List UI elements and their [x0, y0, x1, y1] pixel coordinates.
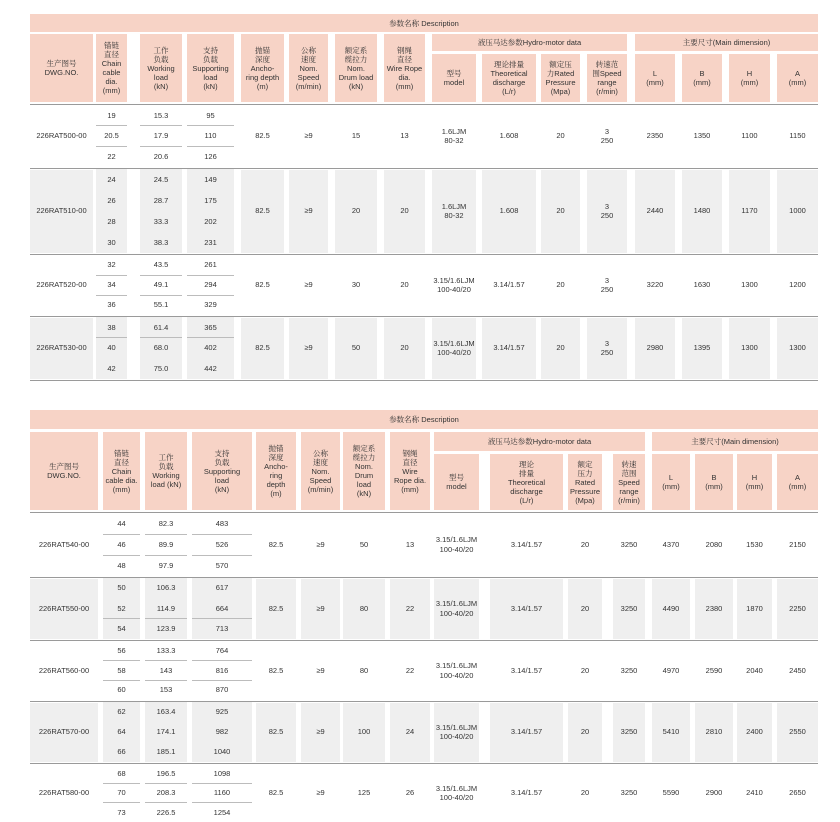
section-divider: [30, 380, 818, 381]
sub-row-cell: 46: [117, 539, 126, 549]
sub-row-cell: 73: [117, 807, 126, 817]
sub-row-cell: 143: [159, 665, 173, 675]
spec-cell: 50: [351, 343, 361, 353]
spec-cell: 1530: [746, 539, 763, 549]
spec-cell: 1150: [789, 131, 806, 141]
dwg-number-cell: 226RAT540-00: [38, 539, 90, 549]
spec-cell: 2900: [705, 788, 723, 798]
spec-cell: 3.15/1.6LJM 100-40/20: [435, 599, 478, 618]
sub-row-cell: 52: [103, 598, 140, 618]
spec-cell: 3 250: [600, 338, 614, 357]
column-header: 额定压 力Rated Pressure (Mpa): [541, 54, 580, 102]
sub-row-cell: 30: [96, 232, 127, 253]
column-header: 转速范 围Speed range (r/min): [587, 54, 627, 102]
sub-row-cell: 664: [192, 598, 252, 618]
spec-cell: 82.5: [255, 131, 270, 141]
spec-cell: 82.5: [268, 665, 284, 675]
spec-cell: 2250: [789, 603, 806, 613]
spec-cell: 24: [405, 727, 415, 737]
spec-cell: 20: [400, 280, 409, 290]
spec-cell: 3250: [620, 788, 638, 798]
sub-row-cell: 43.5: [153, 260, 169, 270]
spec-cell: ≥9: [316, 603, 325, 613]
spec-cell: 125: [357, 788, 371, 798]
sub-row-cell: 185.1: [145, 742, 187, 762]
spec-cell: 3250: [620, 603, 638, 613]
sub-row-cell: 68: [117, 768, 126, 778]
section-divider: [30, 640, 818, 641]
sub-row-cell: 764: [215, 646, 229, 656]
sub-row-cell: 68.0: [140, 338, 182, 359]
section-divider: [30, 316, 818, 317]
sub-row-cell: 196.5: [156, 768, 176, 778]
spec-cell: 82.5: [255, 280, 270, 290]
spec-cell: 2550: [789, 727, 806, 737]
column-header: 工作 负载 Working load (kN): [140, 34, 182, 102]
spec-cell: 26: [405, 788, 415, 798]
spec-cell: 20: [400, 206, 409, 216]
spec-cell: ≥9: [304, 343, 313, 353]
spec-cell: 20: [580, 788, 590, 798]
spec-cell: 80: [359, 603, 369, 613]
sub-row-cell: 22: [107, 151, 116, 161]
spec-cell: 3250: [620, 539, 638, 549]
sub-row-cell: 62: [103, 702, 140, 722]
spec-cell: 3.15/1.6LJM 100-40/20: [435, 722, 478, 741]
spec-cell: 2440: [646, 206, 664, 216]
spec-cell: ≥9: [316, 727, 325, 737]
spec-cell: 3 250: [600, 126, 614, 145]
column-header: L (mm): [652, 454, 690, 510]
sub-row-cell: 175: [187, 190, 234, 211]
sub-row-cell: 48: [117, 560, 126, 570]
spec-cell: 3.14/1.57: [510, 665, 543, 675]
spec-cell: 20: [580, 539, 590, 549]
sub-row-cell: 42: [96, 358, 127, 379]
sub-row-cell: 70: [117, 788, 126, 798]
sub-row-cell: 294: [204, 280, 217, 290]
sub-row-cell: 816: [215, 665, 229, 675]
sub-row-cell: 1040: [192, 742, 252, 762]
spec-cell: 1480: [693, 206, 711, 216]
sub-row-cell: 17.9: [153, 131, 169, 141]
spec-cell: 1300: [741, 343, 758, 353]
spec-cell: 20: [400, 343, 409, 353]
spec-cell: 1000: [789, 206, 806, 216]
sub-row-cell: 329: [204, 300, 217, 310]
sub-row-cell: 870: [215, 685, 229, 695]
spec-cell: 82.5: [268, 727, 284, 737]
table-title: 参数名称 Description: [30, 410, 818, 429]
spec-cell: 82.5: [268, 603, 284, 613]
spec-cell: 80: [359, 665, 369, 675]
sub-row-cell: 402: [187, 338, 234, 359]
spec-cell: 3250: [620, 727, 638, 737]
spec-cell: 3.14/1.57: [510, 727, 543, 737]
sub-row-cell: 50: [103, 578, 140, 598]
table-title: 参数名称 Description: [30, 14, 818, 32]
sub-row-cell: 925: [192, 702, 252, 722]
column-header: B (mm): [682, 54, 722, 102]
sub-row-cell: 89.9: [158, 539, 174, 549]
spec-cell: 20: [351, 206, 361, 216]
sub-row-cell: 365: [187, 317, 234, 338]
column-header: 额定系 缆拉力 Nom. Drum load (kN): [335, 34, 377, 102]
sub-row-cell: 97.9: [158, 560, 174, 570]
spec-cell: 3.14/1.57: [510, 788, 543, 798]
column-header: 钢绳 直径 Wire Rope dia. (mm): [384, 34, 425, 102]
sub-row-cell: 32: [107, 260, 116, 270]
spec-cell: 82.5: [268, 788, 284, 798]
dwg-number-cell: 226RAT560-00: [38, 665, 90, 675]
sub-row-cell: 123.9: [145, 619, 187, 639]
spec-cell: 1.6LJM 80-32: [441, 201, 467, 220]
sub-row-cell: 28.7: [140, 190, 182, 211]
dwg-number-cell: 226RAT550-00: [38, 603, 90, 613]
spec-cell: 30: [351, 280, 361, 290]
spec-cell: 3.15/1.6LJM 100-40/20: [435, 535, 478, 554]
spec-cell: ≥9: [304, 206, 313, 216]
spec-cell: 20: [556, 280, 565, 290]
spec-cell: 1870: [746, 603, 763, 613]
spec-cell: 82.5: [255, 343, 270, 353]
spec-cell: 1630: [693, 280, 711, 290]
section-divider: [30, 104, 818, 105]
spec-cell: 3.14/1.57: [493, 280, 525, 290]
spec-cell: 20: [580, 727, 590, 737]
column-header: 工作 负载 Working load (kN): [145, 432, 187, 510]
column-header: A (mm): [777, 54, 818, 102]
spec-cell: 3.15/1.6LJM 100-40/20: [433, 275, 475, 294]
spec-cell: 2350: [646, 131, 664, 141]
sub-row-cell: 133.3: [156, 646, 176, 656]
sub-row-cell: 95: [206, 110, 215, 120]
section-divider: [30, 577, 818, 578]
spec-cell: 2650: [789, 788, 806, 798]
sub-row-cell: 55.1: [153, 300, 169, 310]
sub-row-cell: 19: [107, 110, 116, 120]
sub-row-cell: 26: [96, 190, 127, 211]
spec-cell: 3 250: [600, 201, 614, 220]
column-header: 公称 速度 Nom. Speed (m/min): [289, 34, 328, 102]
sub-row-cell: 33.3: [140, 211, 182, 232]
sub-row-cell: 36: [107, 300, 116, 310]
sub-row-cell: 226.5: [156, 807, 176, 817]
spec-cell: 20: [556, 343, 565, 353]
sub-row-cell: 174.1: [145, 722, 187, 742]
column-header: 支持 负载 Supporting load (kN): [187, 34, 234, 102]
spec-cell: 4490: [662, 603, 680, 613]
spec-cell: 2590: [705, 665, 723, 675]
spec-cell: 2150: [789, 539, 806, 549]
sub-row-cell: 82.3: [158, 518, 174, 528]
dwg-number-cell: 226RAT500-00: [36, 131, 87, 141]
spec-cell: 1100: [741, 131, 758, 141]
column-header: 转速 范围 Speed range (r/min): [613, 454, 645, 510]
section-divider: [30, 168, 818, 169]
spec-cell: 3.15/1.6LJM 100-40/20: [435, 661, 478, 680]
spec-cell: ≥9: [304, 131, 313, 141]
spec-cell: 1395: [693, 343, 711, 353]
sub-row-cell: 38: [96, 317, 127, 338]
spec-cell: 20: [580, 603, 590, 613]
spec-cell: ≥9: [316, 788, 325, 798]
sub-row-cell: 61.4: [140, 317, 182, 338]
sub-row-cell: 231: [187, 232, 234, 253]
sub-row-cell: 28: [96, 211, 127, 232]
spec-cell: 13: [405, 539, 415, 549]
sub-row-cell: 153: [159, 685, 173, 695]
sub-row-cell: 442: [187, 358, 234, 379]
main-dimension-group-header: 主要尺寸(Main dimension): [635, 34, 818, 51]
sub-row-cell: 49.1: [153, 280, 169, 290]
sub-row-cell: 982: [192, 722, 252, 742]
dwg-number-cell: 226RAT510-00: [36, 206, 87, 216]
sub-row-cell: 24.5: [140, 169, 182, 190]
spec-cell: ≥9: [316, 539, 325, 549]
spec-cell: 2080: [705, 539, 723, 549]
sub-row-cell: 163.4: [145, 702, 187, 722]
spec-cell: 2810: [705, 727, 723, 737]
column-header: 理论 排量 Theoretical discharge (L/r): [490, 454, 563, 510]
spec-cell: 2400: [746, 727, 763, 737]
sub-row-cell: 208.3: [156, 788, 176, 798]
sub-row-cell: 24: [96, 169, 127, 190]
spec-cell: 3.14/1.57: [493, 343, 525, 353]
column-header: 钢绳 直径 Wire Rope dia. (mm): [390, 432, 430, 510]
sub-row-cell: 58: [117, 665, 126, 675]
sub-row-cell: 75.0: [140, 358, 182, 379]
spec-cell: 1.608: [499, 131, 519, 141]
column-header: 抛锚 深度 Ancho- ring depth (m): [256, 432, 296, 510]
column-header: B (mm): [695, 454, 733, 510]
spec-cell: ≥9: [304, 280, 313, 290]
sub-row-cell: 15.3: [153, 110, 169, 120]
spec-cell: 22: [405, 665, 415, 675]
sub-row-cell: 126: [204, 151, 217, 161]
dwg-number-cell: 226RAT570-00: [38, 727, 90, 737]
sub-row-cell: 66: [103, 742, 140, 762]
spec-cell: 20: [556, 206, 565, 216]
spec-cell: 1200: [789, 280, 806, 290]
sub-row-cell: 617: [192, 578, 252, 598]
spec-cell: 2450: [789, 665, 806, 675]
dwg-number-cell: 226RAT530-00: [36, 343, 87, 353]
spec-cell: 2980: [646, 343, 664, 353]
column-header: H (mm): [737, 454, 772, 510]
sub-row-cell: 60: [117, 685, 126, 695]
spec-cell: 5410: [662, 727, 680, 737]
sub-row-cell: 483: [215, 518, 229, 528]
hydro-motor-group-header: 液压马达参数Hydro-motor data: [434, 432, 645, 451]
section-divider: [30, 512, 818, 513]
spec-cell: 2380: [705, 603, 723, 613]
sub-row-cell: 54: [103, 619, 140, 639]
column-header: 锚链 直径 Chain cable dia. (mm): [103, 432, 140, 510]
spec-cell: 2410: [746, 788, 763, 798]
spec-cell: 3250: [620, 665, 638, 675]
spec-cell: 3.15/1.6LJM 100-40/20: [433, 338, 475, 357]
spec-cell: 3 250: [600, 275, 614, 294]
sub-row-cell: 1160: [213, 788, 231, 798]
section-divider: [30, 701, 818, 702]
sub-row-cell: 1098: [213, 768, 231, 778]
column-header: 公称 速度 Nom. Speed (m/min): [301, 432, 340, 510]
column-header: 型号 model: [434, 454, 479, 510]
column-header: 抛锚 深度 Ancho- ring depth (m): [241, 34, 284, 102]
sub-row-cell: 202: [187, 211, 234, 232]
spec-cell: 13: [400, 131, 409, 141]
main-dimension-group-header: 主要尺寸(Main dimension): [652, 432, 818, 451]
spec-cell: 100: [357, 727, 371, 737]
sub-row-cell: 713: [192, 619, 252, 639]
sub-row-cell: 34: [107, 280, 116, 290]
spec-cell: 22: [405, 603, 415, 613]
spec-cell: 4970: [662, 665, 680, 675]
sub-row-cell: 56: [117, 646, 126, 656]
spec-cell: 2040: [746, 665, 763, 675]
spec-cell: 1.6LJM 80-32: [441, 126, 467, 145]
spec-cell: 20: [580, 665, 590, 675]
column-header: H (mm): [729, 54, 770, 102]
spec-cell: 1300: [789, 343, 806, 353]
spec-cell: 1.608: [499, 206, 519, 216]
sub-row-cell: 20.6: [153, 151, 169, 161]
spec-cell: 3.14/1.57: [510, 539, 543, 549]
spec-cell: 82.5: [255, 206, 270, 216]
column-header: 理论排量 Theoretical discharge (L/r): [482, 54, 536, 102]
sub-row-cell: 44: [117, 518, 126, 528]
sub-row-cell: 106.3: [145, 578, 187, 598]
sub-row-cell: 38.3: [140, 232, 182, 253]
hydro-motor-group-header: 液压马达参数Hydro-motor data: [432, 34, 627, 51]
sub-row-cell: 570: [215, 560, 229, 570]
spec-cell: 1170: [741, 206, 758, 216]
section-divider: [30, 763, 818, 764]
column-header: 额定系 缆拉力 Nom. Drum load (kN): [343, 432, 385, 510]
spec-cell: 1300: [741, 280, 758, 290]
spec-cell: 4370: [662, 539, 680, 549]
sub-row-cell: 261: [204, 260, 217, 270]
spec-cell: 1350: [693, 131, 711, 141]
dwg-number-cell: 226RAT520-00: [36, 280, 87, 290]
column-header: 支持 负载 Supporting load (kN): [192, 432, 252, 510]
spec-cell: 20: [556, 131, 565, 141]
sub-row-cell: 110: [204, 131, 217, 141]
column-header: 额定 压力 Rated Pressure (Mpa): [568, 454, 602, 510]
column-header: L (mm): [635, 54, 675, 102]
column-header: 生产图号 DWG.NO.: [30, 34, 93, 102]
spec-cell: 82.5: [268, 539, 284, 549]
spec-cell: ≥9: [316, 665, 325, 675]
sub-row-cell: 526: [215, 539, 229, 549]
dwg-number-cell: 226RAT580-00: [38, 788, 90, 798]
spec-cell: 5590: [662, 788, 680, 798]
column-header: 生产图号 DWG.NO.: [30, 432, 98, 510]
column-header: 型号 model: [432, 54, 476, 102]
sub-row-cell: 40: [96, 338, 127, 359]
column-header: 锚链 直径 Chain cable dia. (mm): [96, 34, 127, 102]
section-divider: [30, 254, 818, 255]
sub-row-cell: 64: [103, 722, 140, 742]
sub-row-cell: 149: [187, 169, 234, 190]
sub-row-cell: 114.9: [145, 598, 187, 618]
sub-row-cell: 1254: [213, 807, 231, 817]
column-header: A (mm): [777, 454, 818, 510]
spec-cell: 3220: [646, 280, 664, 290]
spec-cell: 3.14/1.57: [510, 603, 543, 613]
spec-cell: 3.15/1.6LJM 100-40/20: [435, 783, 478, 802]
spec-cell: 50: [359, 539, 369, 549]
spec-cell: 15: [351, 131, 361, 141]
sub-row-cell: 20.5: [104, 131, 119, 141]
